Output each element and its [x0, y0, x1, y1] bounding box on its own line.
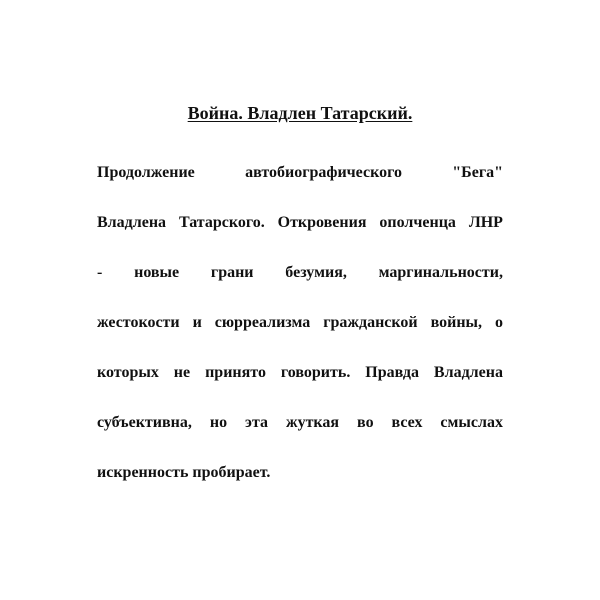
body-line-2 — [97, 210, 503, 260]
word: эта — [245, 414, 268, 431]
body-line-3 — [97, 260, 503, 310]
word: Продолжение — [97, 164, 195, 181]
word: жуткая — [285, 414, 340, 431]
body-line-7 — [97, 460, 503, 510]
word: Татарского. — [178, 214, 265, 231]
document-body — [97, 160, 503, 510]
word: жестокости — [97, 314, 180, 331]
word: говорить. — [280, 364, 351, 381]
body-line-6 — [97, 410, 503, 460]
word: сюрреализма — [214, 314, 311, 331]
document-title: Война. Владлен Татарский. — [187, 103, 413, 123]
word: которых — [97, 364, 159, 381]
word: всех — [391, 414, 423, 431]
body-line-4 — [97, 310, 503, 360]
word: новые — [134, 264, 180, 281]
word: искренность пробирает. — [97, 464, 271, 481]
word: субъективна, — [97, 414, 192, 431]
word: ЛНР — [468, 214, 503, 231]
word: гражданской — [323, 314, 418, 331]
word: не — [173, 364, 191, 381]
word: маргинальности, — [378, 264, 503, 281]
word: смыслах — [440, 414, 503, 431]
word: - — [97, 264, 103, 281]
word: ополченца — [379, 214, 456, 231]
word: но — [209, 414, 228, 431]
word: принято — [205, 364, 266, 381]
word: "Бега" — [452, 164, 503, 181]
word: войны, — [430, 314, 483, 331]
body-line-1 — [97, 160, 503, 210]
word: Правда — [365, 364, 419, 381]
word: о — [494, 314, 503, 331]
word: грани — [210, 264, 254, 281]
word: во — [357, 414, 374, 431]
word: Владлена — [433, 364, 503, 381]
word: автобиографического — [245, 164, 402, 181]
word: Владлена — [97, 214, 167, 231]
word: Откровения — [277, 214, 367, 231]
body-line-5 — [97, 360, 503, 410]
word: безумия, — [285, 264, 347, 281]
word: и — [192, 314, 202, 331]
